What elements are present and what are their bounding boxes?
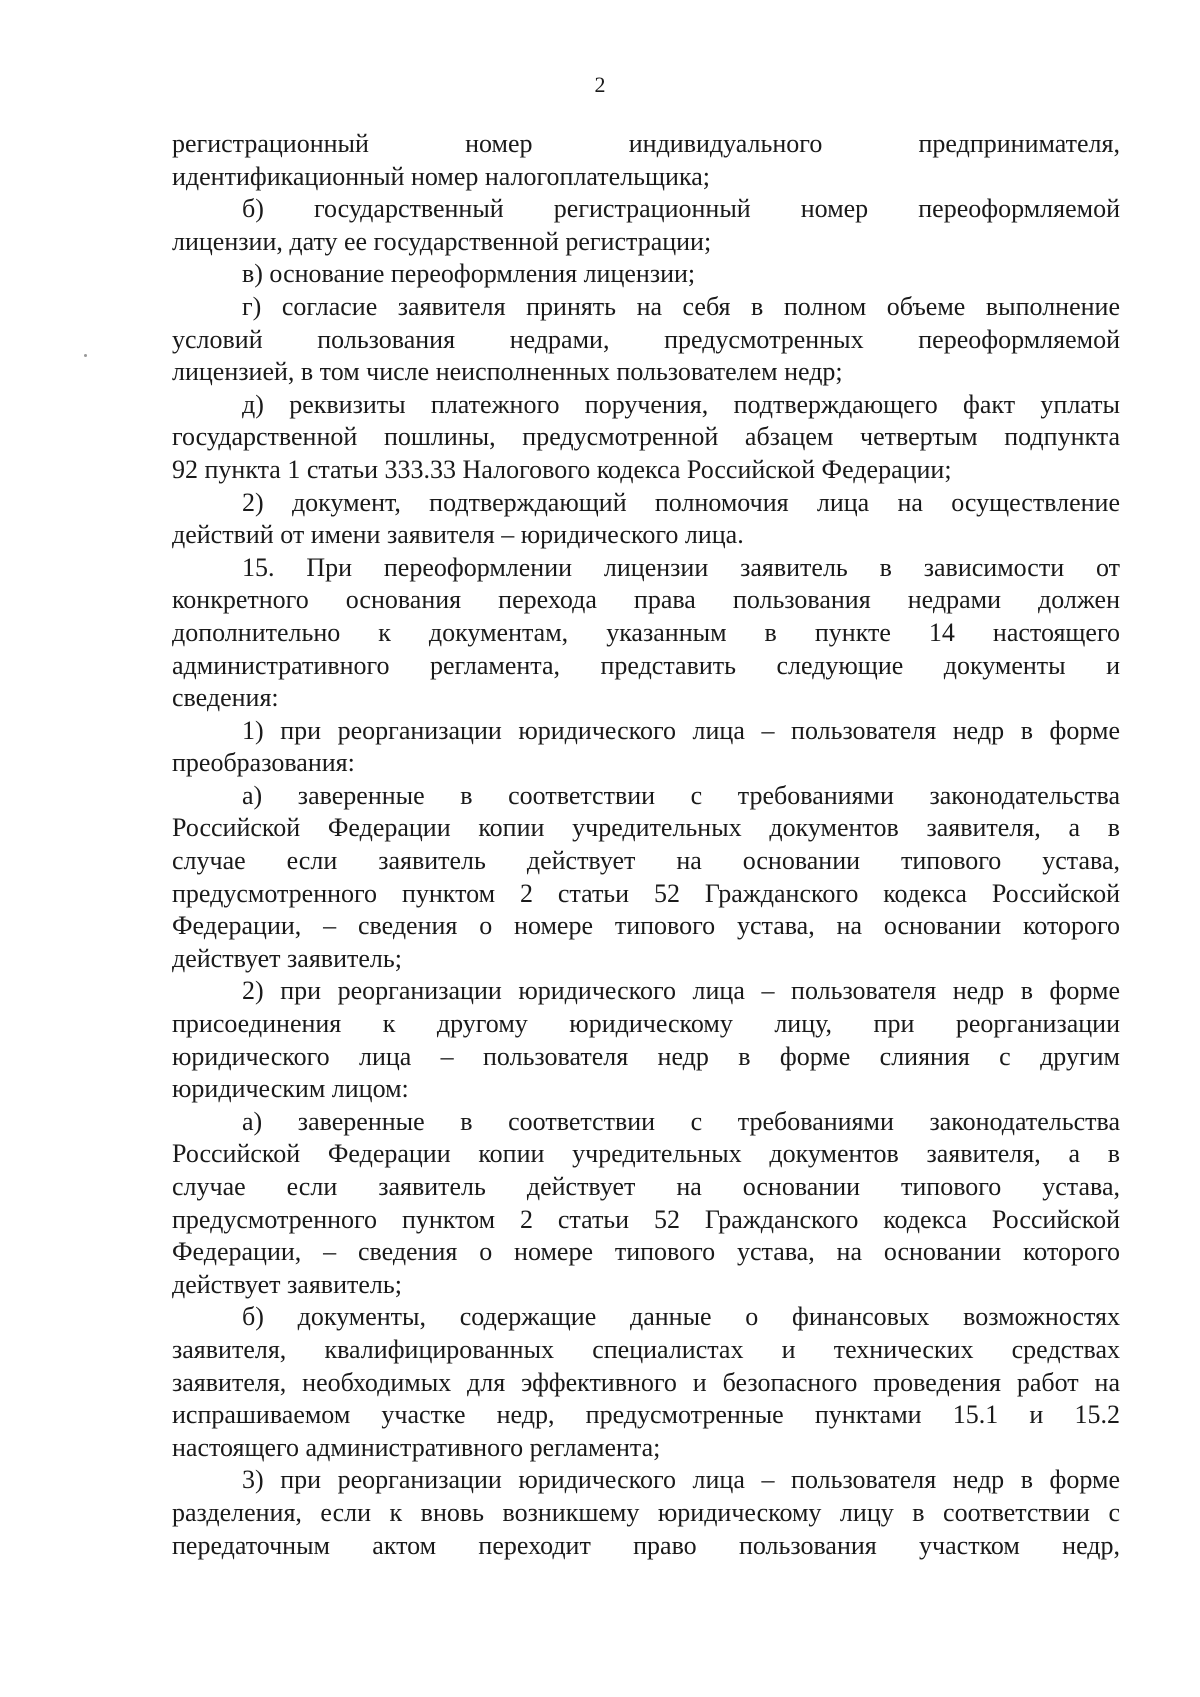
text-line: 1) при реорганизации юридического лица – пользователя недр в форме [242, 715, 1120, 745]
text-line: 2) при реорганизации юридического лица – пользователя недр в форме [242, 976, 1120, 1006]
text-line: действий от имени заявителя – юридического лица. [172, 520, 744, 550]
text-line: Федерации, – сведения о номере типового устава, на основании которого [172, 911, 1120, 941]
text-line: 15. При переоформлении лицензии заявитель в зависимости от [242, 552, 1120, 582]
text-line: административного регламента, представить следующие документы и [172, 650, 1120, 680]
text-line: предусмотренного пунктом 2 статьи 52 Гражданского кодекса Российской [172, 1204, 1120, 1234]
text-line: дополнительно к документам, указанным в пункте 14 настоящего [172, 617, 1120, 647]
page-number: 2 [594, 72, 606, 97]
text-line: сведения: [172, 683, 279, 713]
text-line: государственной пошлины, предусмотренной абзацем четвертым подпункта [172, 422, 1120, 452]
text-line: испрашиваемом участке недр, предусмотренные пунктами 15.1 и 15.2 [172, 1400, 1120, 1430]
text-line: юридическим лицом: [172, 1074, 409, 1104]
text-line: а) заверенные в соответствии с требованиями законодательства [242, 1106, 1120, 1136]
text-line: б) документы, содержащие данные о финансовых возможностях [242, 1302, 1120, 1332]
text-line: б) государственный регистрационный номер переоформляемой [242, 194, 1120, 224]
text-line: случае если заявитель действует на основании типового устава, [172, 846, 1120, 876]
text-line: действует заявитель; [172, 943, 402, 973]
text-line: предусмотренного пунктом 2 статьи 52 Гражданского кодекса Российской [172, 878, 1120, 908]
text-line: а) заверенные в соответствии с требованиями законодательства [242, 780, 1120, 810]
text-line: юридического лица – пользователя недр в форме слияния с другим [172, 1041, 1120, 1071]
text-line: заявителя, квалифицированных специалистах и технических средствах [172, 1334, 1120, 1364]
text-line: в) основание переоформления лицензии; [242, 259, 696, 289]
text-line: г) согласие заявителя принять на себя в полном объеме выполнение [242, 291, 1120, 321]
text-line: идентификационный номер налогоплательщика; [172, 161, 710, 191]
text-line: д) реквизиты платежного поручения, подтверждающего факт уплаты [242, 389, 1120, 419]
text-line: лицензией, в том числе неисполненных пользователем недр; [172, 357, 843, 387]
text-line: регистрационный номер индивидуального предпринимателя, [172, 129, 1120, 158]
text-line: передаточным актом переходит право пользования участком недр, [172, 1530, 1120, 1560]
text-line: случае если заявитель действует на основании типового устава, [172, 1172, 1120, 1201]
document-body [172, 128, 1120, 1562]
text-line: Российской Федерации копии учредительных документов заявителя, а в [172, 813, 1120, 843]
text-line: настоящего административного регламента; [172, 1432, 661, 1462]
text-line: 2) документ, подтверждающий полномочия лица на осуществление [242, 487, 1120, 517]
text-line: условий пользования недрами, предусмотренных переоформляемой [172, 324, 1120, 354]
text-line: преобразования: [172, 748, 355, 778]
text-line: 3) при реорганизации юридического лица – пользователя недр в форме [242, 1465, 1120, 1495]
text-line: разделения, если к вновь возникшему юридическому лицу в соответствии с [172, 1497, 1120, 1527]
text-line: Российской Федерации копии учредительных документов заявителя, а в [172, 1139, 1120, 1169]
scan-speck [84, 354, 87, 357]
text-line: Федерации, – сведения о номере типового устава, на основании которого [172, 1237, 1120, 1267]
text-line: заявителя, необходимых для эффективного и безопасного проведения работ на [172, 1367, 1120, 1397]
text-line: действует заявитель; [172, 1269, 402, 1299]
text-line: присоединения к другому юридическому лицу, при реорганизации [172, 1009, 1120, 1039]
text-line: 92 пункта 1 статьи 333.33 Налогового кодекса Российской Федерации; [172, 454, 952, 484]
text-line: лицензии, дату ее государственной регистрации; [172, 226, 712, 256]
text-line: конкретного основания перехода права пользования недрами должен [172, 585, 1120, 615]
